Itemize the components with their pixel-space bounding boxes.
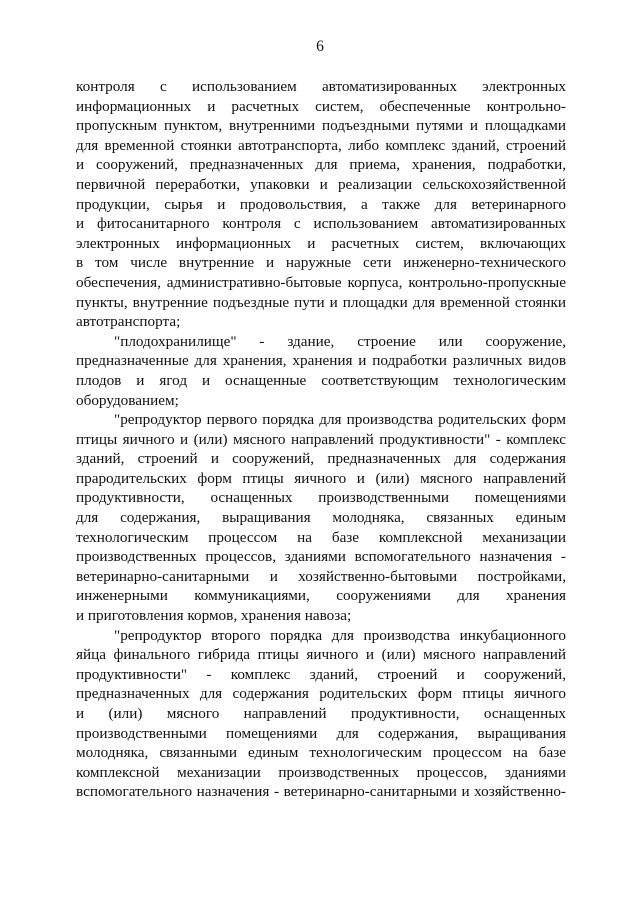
text-line: в том числе внутренние и наружные сети инженерно-технического: [76, 254, 566, 272]
text-line: "репродуктор второго порядка для производства инкубационного: [114, 626, 566, 644]
text-line: молодняка, связанными единым технологическим процессом на базе: [76, 744, 566, 762]
text-line: зданий, строений и сооружений, предназначенных для содержания: [76, 450, 566, 468]
text-line: и приготовления кормов, хранения навоза;: [76, 607, 352, 625]
text-line: ветеринарно-санитарными и хозяйственно-бытовыми постройками,: [76, 567, 566, 585]
text-line: продуктивности, оснащенных производственными помещениями: [76, 489, 566, 507]
text-line: для содержания, выращивания молодняка, связанных единым: [76, 509, 566, 527]
text-line: информационных и расчетных систем, обеспеченные контрольно-: [76, 97, 566, 115]
text-line: и фитосанитарного контроля с использованием автоматизированных: [76, 215, 566, 233]
text-line: плодов и ягод и оснащенные соответствующим технологическим: [76, 371, 566, 389]
text-line: пропускным пунктом, внутренними подъездными путями и площадками: [76, 117, 566, 135]
text-line: автотранспорта;: [76, 313, 181, 331]
text-line: продуктивности" - комплекс зданий, строений и сооружений,: [76, 665, 566, 683]
text-line: и сооружений, предназначенных для приема, хранения, подработки,: [76, 156, 566, 174]
text-line: обеспечения, административно-бытовые корпуса, контрольно-пропускные: [76, 273, 566, 291]
document-body: [76, 77, 566, 802]
text-line: для временной стоянки автотранспорта, либо комплекс зданий, строений: [76, 136, 566, 154]
text-line: инженерными коммуникациями, сооружениями для хранения: [76, 587, 566, 605]
text-line: птицы яичного и (или) мясного направлений продуктивности" - комплекс: [76, 430, 566, 448]
text-line: оборудованием;: [76, 391, 179, 409]
text-line: "репродуктор первого порядка для производства родительских форм: [114, 411, 566, 429]
text-line: производственными помещениями для содержания, выращивания: [76, 724, 566, 742]
text-line: контроля с использованием автоматизированных электронных: [76, 78, 566, 95]
text-line: вспомогательного назначения - ветеринарно-санитарными и хозяйственно-: [76, 783, 566, 801]
text-line: предназначенных для содержания родительских форм птицы яичного: [76, 685, 566, 703]
text-line: "плодохранилище" - здание, строение или сооружение,: [114, 332, 566, 350]
text-line: первичной переработки, упаковки и реализации сельскохозяйственной: [76, 175, 566, 193]
text-line: комплексной механизации производственных процессов, зданиями: [76, 763, 566, 781]
text-line: продукции, сырья и продовольствия, а также для ветеринарного: [76, 195, 566, 213]
text-line: прародительских форм птицы яичного и (или) мясного направлений: [76, 469, 566, 487]
page-number: 6: [316, 38, 324, 55]
text-line: технологическим процессом на базе комплексной механизации: [76, 528, 566, 546]
text-line: предназначенные для хранения, хранения и подработки различных видов: [76, 352, 566, 370]
text-line: производственных процессов, зданиями вспомогательного назначения -: [76, 548, 566, 566]
text-line: и (или) мясного направлений продуктивности, оснащенных: [76, 705, 566, 722]
text-line: яйца финального гибрида птицы яичного и (или) мясного направлений: [76, 646, 566, 664]
text-line: пункты, внутренние подъездные пути и площадки для временной стоянки: [76, 293, 566, 311]
text-line: электронных информационных и расчетных систем, включающих: [76, 234, 566, 252]
